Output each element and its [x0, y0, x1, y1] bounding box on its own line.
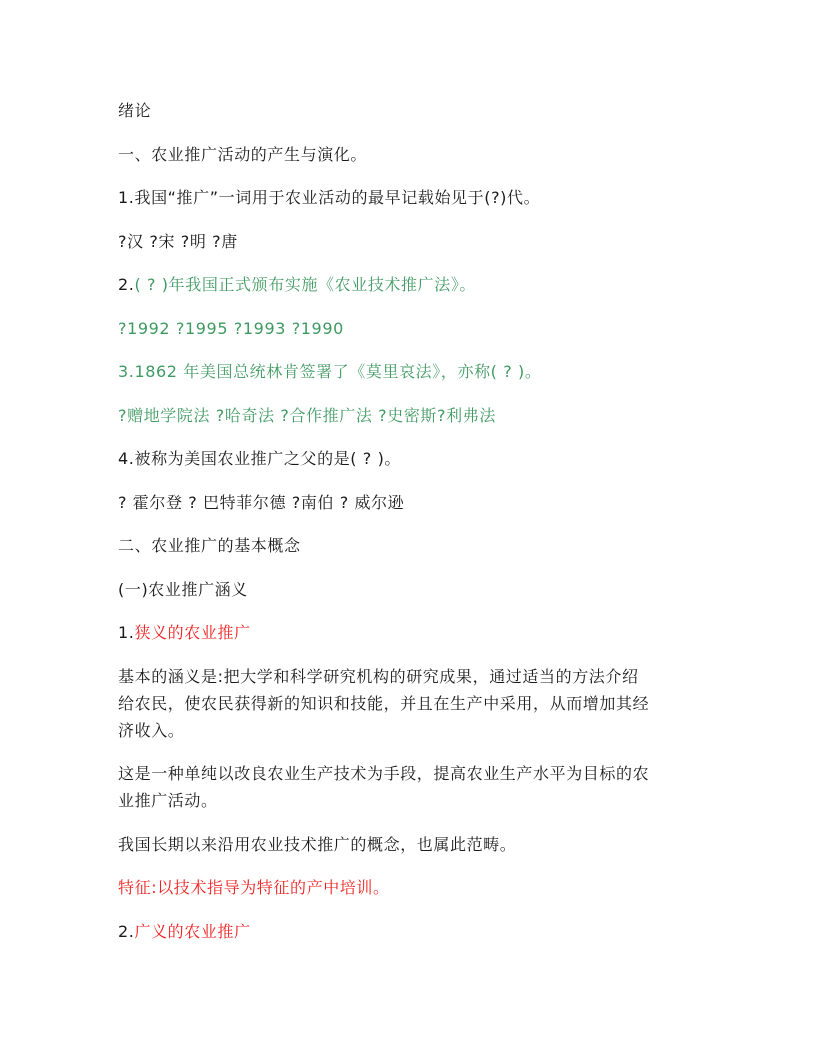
paragraph-1: [118, 663, 718, 744]
question-1: 1.我国“推广”一词用于农业活动的最早记载始见于(?)代。: [118, 188, 541, 207]
paragraph-3: 我国长期以来沿用农业技术推广的概念，也属此范畴。: [118, 834, 517, 854]
paragraph-2: [118, 760, 718, 814]
paragraph-1-line: 济收入。: [118, 720, 185, 740]
question-3-options: ?赠地学院法 ?哈奇法 ?合作推广法 ?史密斯?利弗法: [118, 405, 496, 425]
feature-note: 特征:以技术指导为特征的产中培训。: [118, 878, 390, 897]
doc-title: 绪论: [118, 101, 152, 120]
question-4: 4.被称为美国农业推广之父的是( ? )。: [118, 449, 402, 468]
paragraph-2-line: 业推广活动。: [118, 791, 218, 810]
question-4-options: ? 霍尔登 ? 巴特菲尔德 ?南伯 ? 威尔逊: [118, 492, 405, 512]
question-1-options: ?汉 ?宋 ?明 ?唐: [118, 231, 238, 251]
question-2-number: 2.: [118, 275, 135, 294]
subsection-heading-1: (一)农业推广涵义: [118, 579, 248, 599]
question-3: 3.1862 年美国总统林肯签署了《莫里哀法》，亦称( ? )。: [118, 362, 542, 381]
paragraph-1-line: 基本的涵义是:把大学和科学研究机构的研究成果，通过适当的方法介绍: [118, 666, 639, 686]
section-heading-2: 二、农业推广的基本概念: [118, 536, 301, 555]
section-heading-1: 一、农业推广活动的产生与演化。: [118, 144, 368, 164]
item-1-number: 1.: [118, 623, 135, 642]
item-2-heading: [118, 918, 718, 945]
question-2: [118, 271, 718, 298]
item-2-title: 广义的农业推广: [134, 921, 251, 941]
paragraph-2-line: 这是一种单纯以改良农业生产技术为手段，提高农业生产水平为目标的农: [118, 764, 650, 783]
item-1-heading: [118, 619, 718, 646]
question-2-text: ( ? )年我国正式颁布实施《农业技术推广法》。: [134, 275, 477, 294]
question-2-options: ?1992 ?1995 ?1993 ?1990: [118, 318, 344, 338]
document-page: [118, 97, 718, 961]
item-2-number: 2.: [118, 921, 135, 941]
paragraph-1-line: 给农民，使农民获得新的知识和技能，并且在生产中采用，从而增加其经: [118, 693, 650, 713]
item-1-title: 狭义的农业推广: [134, 623, 251, 642]
